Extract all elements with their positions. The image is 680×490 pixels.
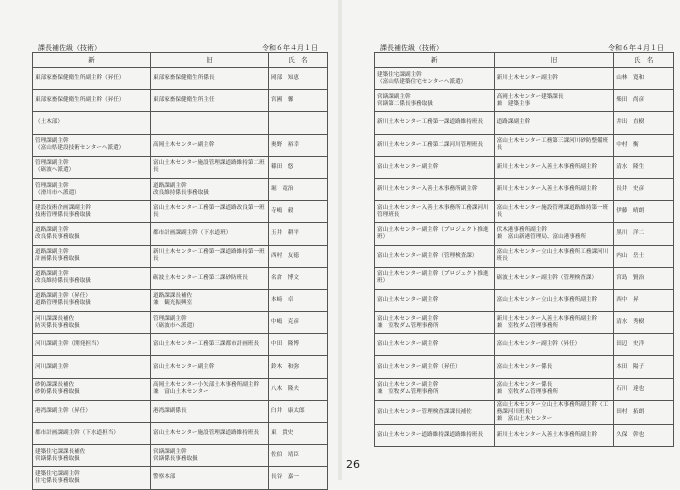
old-position-cell: 富山土木センター副主幹（昇任）: [494, 334, 614, 356]
new-position-cell: 富山土木センター副主幹: [375, 156, 495, 178]
person-name-cell: 内山 岳士: [614, 245, 674, 267]
person-name-cell: 久保 幹也: [614, 424, 674, 446]
person-name-cell: 臼井 康太郎: [269, 400, 328, 422]
old-position-cell: 富山土木センター工務第三課都市計画班長: [151, 334, 269, 356]
table-header-row: [33, 53, 328, 68]
table-header-row: [375, 53, 674, 68]
old-position-cell: 警察本部: [151, 467, 269, 489]
person-name-cell: 宮島 賢治: [614, 267, 674, 289]
table-row: [375, 334, 674, 356]
table-row: [375, 356, 674, 378]
new-position-cell: 建築住宅課課長補佐 営繕係長事務取扱: [33, 445, 151, 467]
date-label: 令和６年４月１日: [262, 44, 318, 52]
new-position-cell: 富山土木センター副主幹 兼 室牧ダム管理事務所: [375, 312, 495, 334]
person-name-cell: 清水 隆生: [614, 156, 674, 178]
old-position-cell: 東部家畜保健衛生所係長: [151, 68, 269, 90]
person-name-cell: 清水 秀樹: [614, 312, 674, 334]
table-row: [33, 378, 328, 400]
table-row: [375, 245, 674, 267]
new-position-cell: 道路課副主幹 改良維持係長事務取扱: [33, 267, 151, 289]
table-row: [33, 90, 328, 112]
table-row: [33, 223, 328, 245]
old-position-cell: 高岡土木センター副主幹: [151, 134, 269, 156]
person-name-cell: 中嶋 克彦: [269, 312, 328, 334]
table-row: [33, 467, 328, 489]
old-position-cell: 高岡土木センター小矢部土木事務所副主幹 兼 富山土木センター: [151, 378, 269, 400]
new-position-cell: 新川土木センター工務第二課河川管理班長: [375, 134, 495, 156]
new-position-cell: 富山土木センター副主幹（プロジェクト推進班）: [375, 223, 495, 245]
table-row: [375, 378, 674, 400]
personnel-table: [32, 52, 328, 490]
old-position-cell: 管理課副主幹 （砺波市へ派遣）: [151, 312, 269, 334]
old-position-cell: 富山土木センター立山土木事務所副主幹: [494, 289, 614, 311]
table-row: [375, 112, 674, 134]
table-row: [33, 68, 328, 90]
person-name-cell: 黒川 洋二: [614, 223, 674, 245]
person-name-cell: 中田 隆博: [269, 334, 328, 356]
person-name-cell: 長井 史彦: [614, 178, 674, 200]
old-position-cell: 高岡土木センター建築課長 兼 建築主事: [494, 90, 614, 112]
old-position-cell: 富山土木センター施設管理課道路維持第二班長: [151, 156, 269, 178]
header-name: 氏 名: [269, 53, 328, 68]
new-position-cell: 東部家畜保健衛生所副主幹（昇任）: [33, 90, 151, 112]
person-name-cell: 西中 昇: [614, 289, 674, 311]
table-row: [375, 312, 674, 334]
person-name-cell: [269, 112, 328, 134]
old-position-cell: 伏木港事務所副主幹 兼 富山新港管理局、富山港事務所: [494, 223, 614, 245]
table-row: [33, 400, 328, 422]
old-position-cell: 新川土木センター入善土木事務所副主幹: [494, 156, 614, 178]
person-name-cell: 石川 達也: [614, 378, 674, 400]
table-row: [33, 156, 328, 178]
table-row: [33, 178, 328, 200]
new-position-cell: 管理課副主幹 （富山県建設技術センターへ派遣）: [33, 134, 151, 156]
person-name-cell: 柴田 尚彦: [614, 90, 674, 112]
old-position-cell: 新川土木センター工務第一課道路維持第一班長: [151, 245, 269, 267]
old-position-cell: 都市計画課副主幹（下水道班）: [151, 223, 269, 245]
table-row: [375, 201, 674, 223]
table-row: [375, 267, 674, 289]
table-row: [375, 289, 674, 311]
person-name-cell: 東 貴史: [269, 423, 328, 445]
person-name-cell: 岡部 知恵: [269, 68, 328, 90]
old-position-cell: 砺波土木センター工務第二課砂防班長: [151, 267, 269, 289]
person-name-cell: 玉井 耕平: [269, 223, 328, 245]
new-position-cell: 管理課副主幹 （砺波へ派遣）: [33, 156, 151, 178]
person-name-cell: 伊藤 晴朗: [614, 201, 674, 223]
person-name-cell: 鈴木 和弥: [269, 356, 328, 378]
table-row: [33, 112, 328, 134]
old-position-cell: 富山土木センター係長: [494, 356, 614, 378]
date-label: 令和６年４月１日: [608, 44, 664, 52]
new-position-cell: 河川課副主幹（開発担当）: [33, 334, 151, 356]
table-row: [33, 201, 328, 223]
new-position-cell: 建設技術企画課副主幹 技術管理係長事務取扱: [33, 201, 151, 223]
old-position-cell: [151, 112, 269, 134]
new-position-cell: 富山土木センター管理検査課課長補佐: [375, 400, 495, 424]
new-position-cell: 東部家畜保健衛生所副主幹（昇任）: [33, 68, 151, 90]
table-row: [33, 312, 328, 334]
old-position-cell: 富山土木センター副主幹: [151, 356, 269, 378]
person-name-cell: 本田 陽子: [614, 356, 674, 378]
page-title: 課長補佐級（技術）: [380, 44, 443, 52]
page-title: 課長補佐級（技術）: [38, 44, 101, 52]
new-position-cell: 港湾課副主幹（昇任）: [33, 400, 151, 422]
person-name-cell: 名倉 博文: [269, 267, 328, 289]
table-row: [375, 424, 674, 446]
table-row: [375, 178, 674, 200]
new-position-cell: 建築住宅課副主幹 （富山県建築住宅センターへ派遣）: [375, 68, 495, 90]
old-position-cell: 新川土木センター副主幹: [494, 68, 614, 90]
old-position-cell: 富山土木センター施設管理課道路維持第一班長: [494, 201, 614, 223]
old-position-cell: 新川土木センター入善土木事務所副主幹: [494, 178, 614, 200]
left-page: [0, 0, 338, 484]
old-position-cell: 富山土木センター工務第一課道路改良第一班長: [151, 201, 269, 223]
page-number: 26: [346, 458, 360, 471]
new-position-cell: 富山土木センター入善土木事務所工務課河川管理班長: [375, 201, 495, 223]
right-page: [342, 0, 680, 480]
new-position-cell: 富山土木センター副主幹（昇任）: [375, 356, 495, 378]
table-row: [33, 334, 328, 356]
old-position-cell: 東部家畜保健衛生所主任: [151, 90, 269, 112]
new-position-cell: 富山土木センター副主幹: [375, 289, 495, 311]
table-row: [33, 289, 328, 311]
person-name-cell: 篠田 悠: [269, 156, 328, 178]
new-position-cell: 富山土木センター副主幹（プロジェクト推進班）: [375, 267, 495, 289]
old-position-cell: 新川土木センター入善土木事務所副主幹 兼 室牧ダム管理事務所: [494, 312, 614, 334]
new-position-cell: 新川土木センター入善土木事務所副主幹: [375, 178, 495, 200]
table-row: [375, 400, 674, 424]
person-name-cell: 西村 友徳: [269, 245, 328, 267]
new-position-cell: 富山土木センター副主幹（管理検査課）: [375, 245, 495, 267]
personnel-table: [374, 52, 674, 447]
old-position-cell: 富山土木センター工務第三課河川砂防整備班長: [494, 134, 614, 156]
new-position-cell: 砂防課課長補佐 砂防係長事務取扱: [33, 378, 151, 400]
table-row: [375, 156, 674, 178]
new-position-cell: 都市計画課副主幹（下水道担当）: [33, 423, 151, 445]
old-position-cell: 道路課副主幹 改良維持係長事務取扱: [151, 178, 269, 200]
new-position-cell: 河川課副主幹: [33, 356, 151, 378]
person-name-cell: 田村 拓朗: [614, 400, 674, 424]
old-position-cell: 道路課課長補佐 兼 観光振興室: [151, 289, 269, 311]
new-position-cell: 建築住宅課副主幹 住宅係長事務取扱: [33, 467, 151, 489]
person-name-cell: 八木 隆夫: [269, 378, 328, 400]
new-position-cell: 富山土木センター道路維持課道路維持班長: [375, 424, 495, 446]
header-name: 氏 名: [614, 53, 674, 68]
new-position-cell: 管理課副主幹 （滑川市へ派遣）: [33, 178, 151, 200]
table-body: [375, 68, 674, 447]
header-old: 旧: [151, 53, 269, 68]
person-name-cell: 中村 衡: [614, 134, 674, 156]
table-row: [33, 134, 328, 156]
old-position-cell: 富山土木センター立山土木事務所工務課河川班長: [494, 245, 614, 267]
new-position-cell: 道路課副主幹 改良係長事務取扱: [33, 223, 151, 245]
old-position-cell: 道路課副主幹: [494, 112, 614, 134]
old-position-cell: 港湾課副係長: [151, 400, 269, 422]
table-row: [33, 356, 328, 378]
person-name-cell: 奥野 裕幸: [269, 134, 328, 156]
new-position-cell: 営繕課副主幹 営繕第二係長事務取扱: [375, 90, 495, 112]
table-body: [33, 68, 328, 490]
new-position-cell: 河川課課長補佐 防災係長事務取扱: [33, 312, 151, 334]
person-name-cell: 寺嶋 毅: [269, 201, 328, 223]
person-name-cell: 山林 寛和: [614, 68, 674, 90]
person-name-cell: 長谷 嘉一: [269, 467, 328, 489]
old-position-cell: 富山土木センター立山土木事務所副主幹（工務課河川班長） 兼 富山土木センター: [494, 400, 614, 424]
person-name-cell: 宮國 馨: [269, 90, 328, 112]
person-name-cell: 田辺 史洋: [614, 334, 674, 356]
new-position-cell: 新川土木センター工務第一課道路維持班長: [375, 112, 495, 134]
header-new: 新: [33, 53, 151, 68]
person-name-cell: 本﨑 卓: [269, 289, 328, 311]
person-name-cell: 堀 竜治: [269, 178, 328, 200]
old-position-cell: 新川土木センター入善土木事務所副主幹: [494, 424, 614, 446]
table-row: [33, 245, 328, 267]
person-name-cell: 佐伯 靖臣: [269, 445, 328, 467]
old-position-cell: 営繕課副主幹 営繕係長事務取扱: [151, 445, 269, 467]
new-position-cell: 道路課副主幹（昇任） 道路管理係長事務取扱: [33, 289, 151, 311]
table-row: [375, 68, 674, 90]
new-position-cell: 富山土木センター副主幹 兼 室牧ダム管理事務所: [375, 378, 495, 400]
new-position-cell: （土木部）: [33, 112, 151, 134]
person-name-cell: 井出 直樹: [614, 112, 674, 134]
new-position-cell: 富山土木センター副主幹: [375, 334, 495, 356]
old-position-cell: 砺波土木センター副主幹（管理検査課）: [494, 267, 614, 289]
new-position-cell: 道路課副主幹 計画係長事務取扱: [33, 245, 151, 267]
table-row: [33, 267, 328, 289]
table-row: [33, 423, 328, 445]
table-row: [375, 134, 674, 156]
header-old: 旧: [494, 53, 614, 68]
header-new: 新: [375, 53, 495, 68]
old-position-cell: 富山土木センター係長 兼 室牧ダム管理事務所: [494, 378, 614, 400]
old-position-cell: 富山土木センター施設管理課道路維持班長: [151, 423, 269, 445]
table-row: [375, 223, 674, 245]
table-row: [33, 445, 328, 467]
table-row: [375, 90, 674, 112]
